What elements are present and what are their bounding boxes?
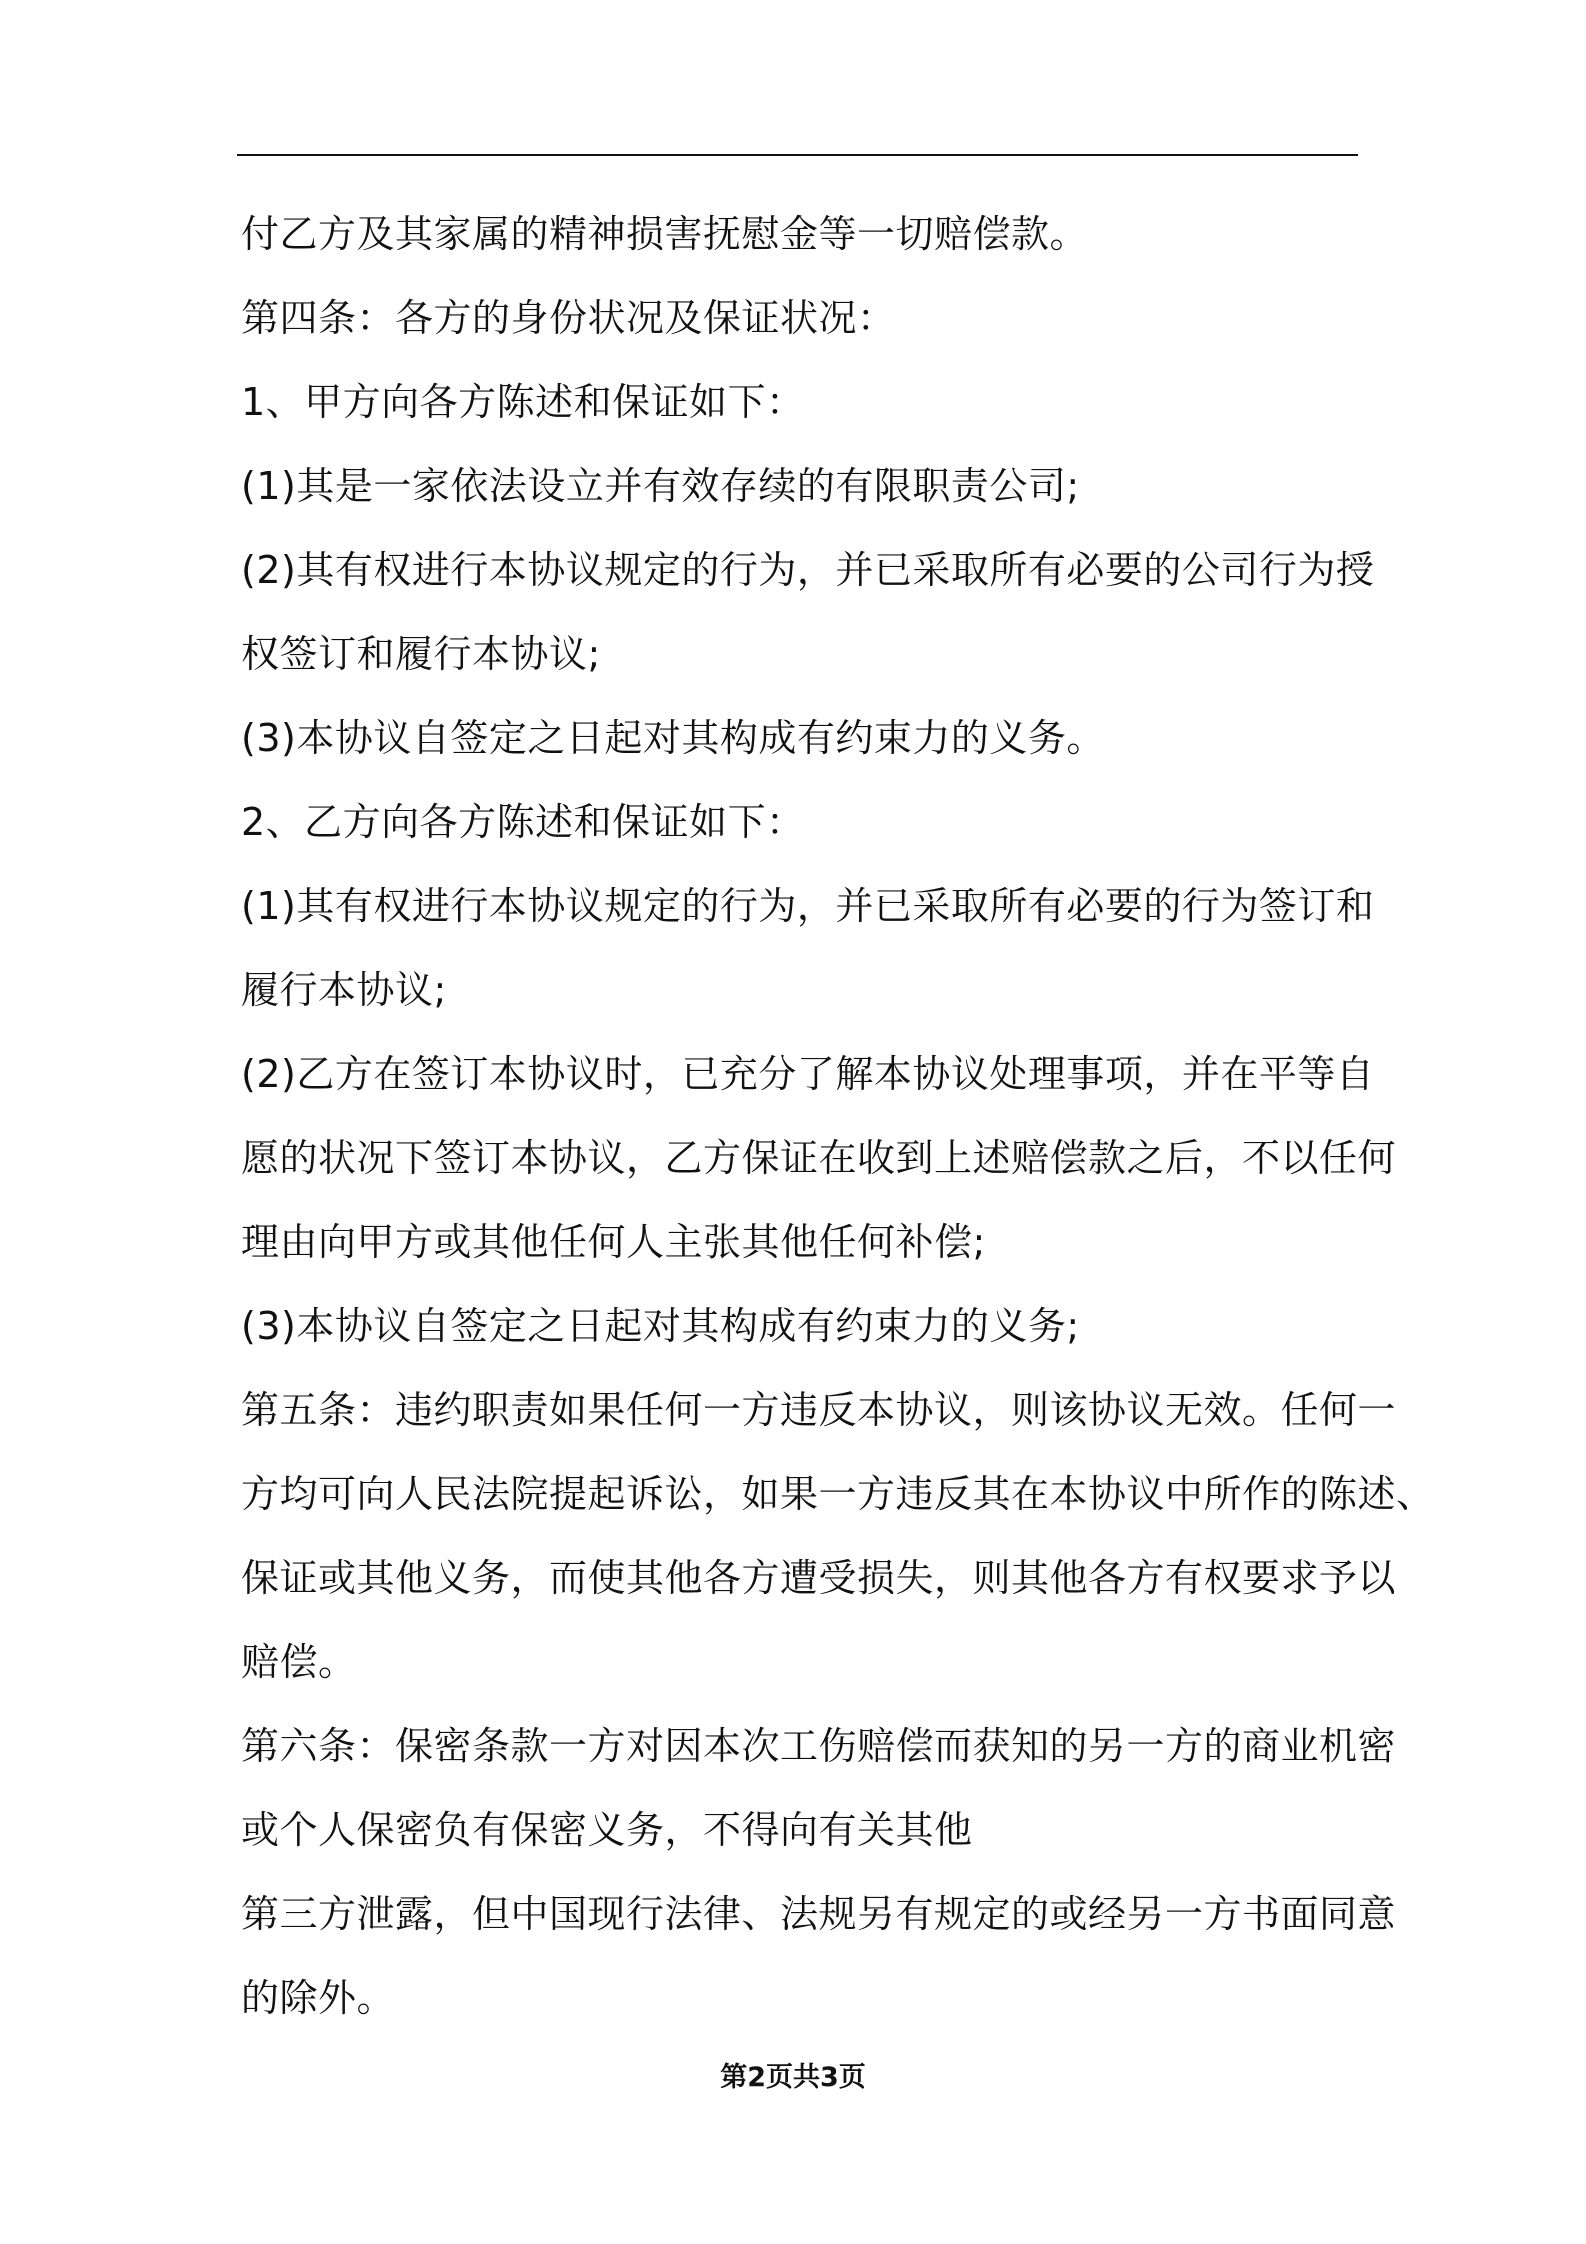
header-rule: [237, 154, 1358, 156]
page-number: 第2页共3页: [720, 2062, 866, 2093]
text-line: 权签订和履行本协议;: [241, 632, 601, 676]
text-line: 或个人保密负有保密义务，不得向有关其他: [241, 1808, 973, 1852]
document-body: [241, 192, 1435, 2040]
text-line: 愿的状况下签订本协议，乙方保证在收到上述赔偿款之后，不以任何: [241, 1136, 1397, 1180]
text-line: (1)其有权进行本协议规定的行为，并已采取所有必要的行为签订和: [241, 884, 1375, 928]
text-line: 付乙方及其家属的精神损害抚慰金等一切赔偿款。: [241, 212, 1089, 256]
article-heading: 第四条：各方的身份状况及保证状况：: [241, 296, 896, 340]
text-line: 赔偿。: [241, 1640, 357, 1684]
text-line: (2)其有权进行本协议规定的行为，并已采取所有必要的公司行为授: [241, 548, 1375, 592]
text-line: (2)乙方在签订本协议时，已充分了解本协议处理事项，并在平等自: [241, 1052, 1375, 1096]
text-line: 1、甲方向各方陈述和保证如下：: [241, 380, 805, 424]
article-heading: 第六条：保密条款一方对因本次工伤赔偿而获知的另一方的商业机密: [241, 1724, 1397, 1768]
text-line: 履行本协议;: [241, 968, 447, 1012]
text-line: 的除外。: [241, 1976, 396, 2020]
text-line: 2、乙方向各方陈述和保证如下：: [241, 800, 805, 844]
text-line: 保证或其他义务，而使其他各方遭受损失，则其他各方有权要求予以: [241, 1556, 1397, 1600]
text-line: (3)本协议自签定之日起对其构成有约束力的义务。: [241, 716, 1105, 760]
text-line: 理由向甲方或其他任何人主张其他任何补偿;: [241, 1220, 986, 1264]
text-line: 方均可向人民法院提起诉讼，如果一方违反其在本协议中所作的陈述、: [241, 1472, 1435, 1516]
article-heading: 第五条：违约职责如果任何一方违反本协议，则该协议无效。任何一: [241, 1388, 1397, 1432]
text-line: (1)其是一家依法设立并有效存续的有限职责公司;: [241, 464, 1080, 508]
text-line: 第三方泄露，但中国现行法律、法规另有规定的或经另一方书面同意: [241, 1892, 1397, 1936]
text-line: (3)本协议自签定之日起对其构成有约束力的义务;: [241, 1304, 1080, 1348]
